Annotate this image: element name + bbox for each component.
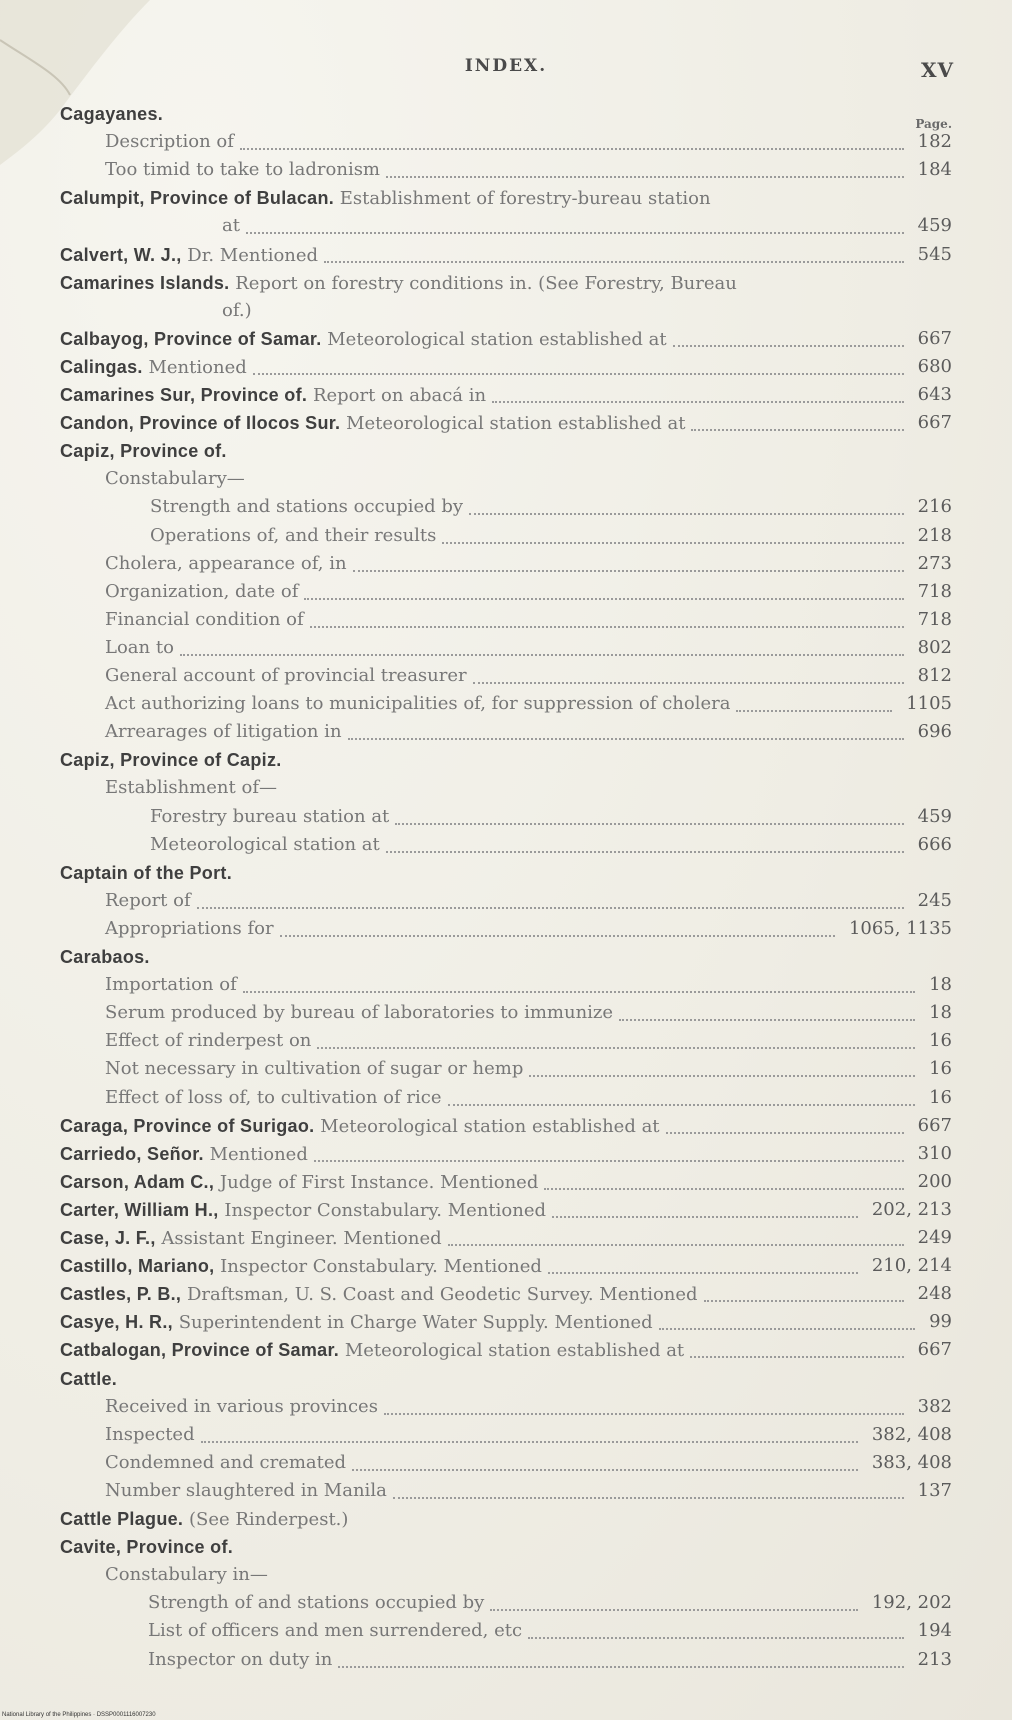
entry-description: (See Rinderpest.): [188, 1509, 349, 1530]
entry-description: Importation of: [105, 974, 237, 995]
entry-text: [60, 1308, 653, 1337]
index-heading-row: [0, 1112, 952, 1140]
entry-description: Arrearages of litigation in: [105, 721, 342, 742]
entry-description: Judge of First Instance. Mentioned: [219, 1172, 539, 1193]
index-entry-row: [0, 999, 952, 1027]
index-entry-row: [0, 1589, 952, 1617]
entry-description: Inspector on duty in: [148, 1649, 333, 1670]
entry-page: 696: [917, 721, 952, 742]
dot-leader: [348, 718, 904, 740]
dot-leader: [304, 578, 903, 600]
entry-page: 184: [917, 159, 952, 180]
entry-text: [105, 578, 298, 606]
entry-text: [60, 100, 163, 129]
entry-page: 680: [917, 356, 952, 377]
entry-description: Too timid to take to ladronism: [105, 159, 381, 180]
index-heading-row: [0, 269, 952, 297]
entry-heading: Capiz, Province of Capiz.: [60, 750, 282, 770]
entry-description: Cholera, appearance of, in: [105, 553, 347, 574]
entry-page: 273: [917, 553, 952, 574]
entry-heading: Carabaos.: [60, 947, 150, 967]
entry-description: of.): [222, 300, 252, 321]
entry-text: [105, 690, 730, 718]
entry-page: 718: [917, 581, 952, 602]
entry-heading: Cavite, Province of.: [60, 1537, 234, 1557]
entry-page: 18: [929, 974, 952, 995]
entry-text: [105, 606, 304, 634]
entry-description: Strength and stations occupied by: [150, 496, 464, 517]
index-heading-row: [0, 943, 952, 971]
entry-text: [105, 718, 342, 746]
dot-leader: [442, 522, 903, 544]
entry-heading: Carson, Adam C.,: [60, 1172, 215, 1192]
dot-leader: [448, 1224, 904, 1246]
index-entry-row: [0, 831, 952, 859]
index-heading-row: [0, 381, 952, 409]
entry-page: 248: [917, 1283, 952, 1304]
dot-leader: [492, 381, 904, 403]
dot-leader: [736, 690, 892, 712]
entry-text: [60, 1168, 538, 1197]
index-entry-row: [0, 550, 952, 578]
entry-heading: Castles, P. B.,: [60, 1284, 182, 1304]
entry-description: Constabulary—: [105, 468, 245, 489]
entry-description: Constabulary in—: [105, 1564, 268, 1585]
entry-description: Meteorological station at: [150, 834, 380, 855]
entry-heading: Captain of the Port.: [60, 863, 232, 883]
index-entry-row: [0, 606, 952, 634]
dot-leader: [386, 156, 904, 178]
entry-text: [150, 803, 389, 831]
index-entry-row: [0, 578, 952, 606]
index-heading-row: [0, 241, 952, 269]
entry-page: 16: [929, 1058, 952, 1079]
entry-description: Establishment of forestry-bureau station: [339, 188, 711, 209]
dot-leader: [704, 1280, 904, 1302]
page-number: XV: [920, 58, 954, 82]
entry-heading: Cagayanes.: [60, 104, 164, 124]
index-entry-row: [0, 1393, 952, 1421]
entry-text: [148, 1589, 484, 1617]
dot-leader: [619, 999, 915, 1021]
index-heading-row: [0, 1196, 952, 1224]
entry-page: 545: [917, 244, 952, 265]
entry-description: Inspected: [105, 1424, 195, 1445]
entry-description: Report on abacá in: [312, 385, 487, 406]
index-entry-row: [0, 1084, 952, 1112]
entry-page: 667: [917, 1339, 952, 1360]
entry-text: [60, 1280, 698, 1309]
index-entry-row: [0, 662, 952, 690]
entry-heading: Calvert, W. J.,: [60, 245, 182, 265]
entry-page: 667: [917, 1115, 952, 1136]
entry-page: 382: [917, 1396, 952, 1417]
entry-page: 667: [917, 328, 952, 349]
index-entry-row: [0, 1449, 952, 1477]
index-entry-row: [0, 915, 952, 943]
entry-text: [60, 381, 486, 410]
entry-description: Inspector Constabulary. Mentioned: [224, 1200, 547, 1221]
index-heading-row: [0, 409, 952, 437]
index-heading-row: [0, 1252, 952, 1280]
dot-leader: [314, 1140, 904, 1162]
entry-text: [222, 297, 252, 325]
entry-text: [105, 774, 277, 802]
dot-leader: [317, 1027, 915, 1049]
entry-heading: Calumpit, Province of Bulacan.: [60, 188, 335, 208]
entry-text: [150, 493, 463, 521]
entry-description: Meteorological station established at: [327, 329, 667, 350]
entry-text: [60, 859, 232, 888]
entry-description: Inspector Constabulary. Mentioned: [220, 1256, 542, 1277]
dot-leader: [544, 1168, 903, 1190]
entry-text: [105, 915, 274, 943]
entry-page: 218: [917, 525, 952, 546]
entry-description: Establishment of—: [105, 777, 277, 798]
entry-text: [60, 1196, 546, 1225]
entry-text: [105, 999, 613, 1027]
entry-description: Condemned and cremated: [105, 1452, 347, 1473]
index-heading-row: [0, 100, 952, 128]
entry-description: Superintendent in Charge Water Supply. Mentioned: [178, 1312, 653, 1333]
entry-text: [60, 437, 227, 466]
page-title: INDEX.: [464, 56, 548, 76]
index-entry-row: [0, 493, 952, 521]
entry-page: 718: [917, 609, 952, 630]
entry-text: [60, 746, 282, 775]
entry-text: [105, 156, 380, 184]
entry-text: [105, 634, 174, 662]
dot-leader: [310, 606, 904, 628]
entry-description: Meteorological station established at: [320, 1116, 660, 1137]
entry-page: 210, 214: [871, 1255, 952, 1276]
dot-leader: [352, 1449, 858, 1471]
entry-text: [105, 971, 237, 999]
entry-text: [60, 184, 711, 213]
entry-description: Meteorological station established at: [346, 413, 686, 434]
entry-text: [105, 1027, 311, 1055]
entry-page: 202, 213: [871, 1199, 952, 1220]
index-entry-row: [0, 718, 952, 746]
index-entry-row: [0, 297, 952, 325]
entry-description: Act authorizing loans to municipalities of, for suppression of cholera: [105, 693, 731, 714]
index-entry-row: [0, 522, 952, 550]
index-entry-row: [0, 971, 952, 999]
entry-page: 459: [917, 215, 952, 236]
entry-description: Mentioned: [148, 357, 247, 378]
index-heading-row: [0, 437, 952, 465]
entry-description: Financial condition of: [105, 609, 304, 630]
entry-text: [150, 831, 380, 859]
entry-heading: Catbalogan, Province of Samar.: [60, 1340, 340, 1360]
index-heading-row: [0, 184, 952, 212]
dot-leader: [666, 1112, 904, 1134]
entry-text: [105, 465, 245, 493]
entry-text: [105, 1477, 387, 1505]
entry-heading: Capiz, Province of.: [60, 441, 227, 461]
entry-text: [60, 325, 667, 354]
index-heading-row: [0, 1224, 952, 1252]
entry-description: Assistant Engineer. Mentioned: [161, 1228, 442, 1249]
entry-description: Effect of rinderpest on: [105, 1030, 312, 1051]
index-entry-row: [0, 1561, 952, 1589]
entry-heading: Carriedo, Señor.: [60, 1144, 204, 1164]
entry-page: 16: [929, 1030, 952, 1051]
dot-leader: [548, 1252, 858, 1274]
entry-description: Draftsman, U. S. Coast and Geodetic Survey. Mentioned: [186, 1284, 698, 1305]
entry-description: Appropriations for: [105, 918, 274, 939]
dot-leader: [197, 887, 904, 909]
entry-text: [148, 1646, 332, 1674]
dot-leader: [280, 915, 835, 937]
index-entry-row: [0, 128, 952, 156]
entry-description: Meteorological station established at: [344, 1340, 685, 1361]
scan-footer: National Library of the Philippines · DSSP0001116007230: [2, 1712, 156, 1718]
entry-description: Effect of loss of, to cultivation of rice: [105, 1087, 442, 1108]
entry-page: 383, 408: [871, 1452, 952, 1473]
dot-leader: [448, 1084, 916, 1106]
entry-page: 182: [917, 131, 952, 152]
entry-text: [60, 1533, 233, 1562]
entry-description: Not necessary in cultivation of sugar or hemp: [105, 1058, 524, 1079]
entry-text: [105, 1561, 268, 1589]
index-entry-row: [0, 690, 952, 718]
dot-leader: [338, 1646, 903, 1668]
entry-text: [105, 128, 234, 156]
entry-description: Description of: [105, 131, 234, 152]
entry-heading: Camarines Islands.: [60, 273, 230, 293]
entry-text: [60, 1505, 348, 1534]
index-entry-row: [0, 465, 952, 493]
entry-text: [105, 1421, 195, 1449]
entry-text: [60, 1140, 308, 1169]
index-entry-row: [0, 634, 952, 662]
entry-description: Strength of and stations occupied by: [148, 1592, 485, 1613]
entry-text: [148, 1617, 522, 1645]
entry-description: Dr. Mentioned: [187, 245, 319, 266]
index-heading-row: [0, 1168, 952, 1196]
entry-page: 18: [929, 1002, 952, 1023]
entry-description: Report on forestry conditions in. (See Forestry, Bureau: [235, 273, 737, 294]
entry-text: [60, 1224, 442, 1253]
entry-text: [60, 1365, 117, 1394]
dot-leader: [243, 971, 915, 993]
entry-text: [60, 1336, 684, 1365]
entry-description: Operations of, and their results: [150, 525, 437, 546]
entry-heading: Case, J. F.,: [60, 1228, 156, 1248]
dot-leader: [386, 831, 904, 853]
entry-heading: Castillo, Mariano,: [60, 1256, 215, 1276]
index-entry-row: [0, 1617, 952, 1645]
index-heading-row: [0, 325, 952, 353]
entry-page: 137: [917, 1480, 952, 1501]
entry-heading: Calingas.: [60, 357, 143, 377]
entry-text: [105, 1084, 442, 1112]
dot-leader: [240, 128, 904, 150]
entry-page: 382, 408: [871, 1424, 952, 1445]
entry-text: [150, 522, 436, 550]
entry-heading: Camarines Sur, Province of.: [60, 385, 308, 405]
dot-leader: [690, 1336, 903, 1358]
dot-leader: [353, 550, 904, 572]
entry-page: 192, 202: [871, 1592, 952, 1613]
dot-leader: [529, 1055, 915, 1077]
dot-leader: [490, 1589, 858, 1611]
entry-description: Received in various provinces: [105, 1396, 378, 1417]
index-heading-row: [0, 353, 952, 381]
entry-text: [60, 269, 737, 298]
entry-description: General account of provincial treasurer: [105, 665, 467, 686]
entry-text: [222, 212, 240, 240]
entry-page: 667: [917, 412, 952, 433]
entry-description: List of officers and men surrendered, etc: [148, 1620, 523, 1641]
entry-page: 1065, 1135: [848, 918, 952, 939]
page-column-label: Page.: [915, 117, 952, 131]
entry-description: Organization, date of: [105, 581, 299, 602]
entry-description: Mentioned: [209, 1144, 308, 1165]
dot-leader: [473, 662, 904, 684]
dot-leader: [552, 1196, 858, 1218]
entry-page: 643: [917, 384, 952, 405]
entry-description: Loan to: [105, 637, 174, 658]
index-entry-row: [0, 774, 952, 802]
dot-leader: [659, 1308, 915, 1330]
entry-heading: Calbayog, Province of Samar.: [60, 329, 322, 349]
entry-text: [60, 1112, 660, 1141]
entry-description: at: [222, 215, 240, 236]
entry-page: 213: [917, 1649, 952, 1670]
entry-page: 812: [917, 665, 952, 686]
entry-heading: Caraga, Province of Surigao.: [60, 1116, 315, 1136]
entry-text: [60, 353, 247, 382]
dot-leader: [201, 1421, 858, 1443]
index-entry-row: [0, 1646, 952, 1674]
index-heading-row: [0, 1365, 952, 1393]
index-entry-row: [0, 1477, 952, 1505]
entry-page: 16: [929, 1087, 952, 1108]
index-entry-row: [0, 1027, 952, 1055]
index-entry-row: [0, 1055, 952, 1083]
entry-text: [60, 409, 685, 438]
dot-leader: [393, 1477, 904, 1499]
index-heading-row: [0, 1533, 952, 1561]
entry-page: 802: [917, 637, 952, 658]
dot-leader: [691, 409, 903, 431]
entry-heading: Carter, William H.,: [60, 1200, 219, 1220]
entry-text: [105, 1055, 523, 1083]
dot-leader: [384, 1393, 904, 1415]
index-heading-row: [0, 1280, 952, 1308]
entry-page: 99: [929, 1311, 952, 1332]
index-entry-row: [0, 212, 952, 240]
entry-page: 1105: [906, 693, 952, 714]
entry-page: 310: [917, 1143, 952, 1164]
index-heading-row: [0, 859, 952, 887]
index-heading-row: [0, 746, 952, 774]
entry-description: Report of: [105, 890, 191, 911]
entry-text: [60, 943, 150, 972]
dot-leader: [528, 1617, 904, 1639]
entry-page: 249: [917, 1227, 952, 1248]
dot-leader: [246, 212, 904, 234]
entry-text: [105, 1393, 378, 1421]
entry-heading: Cattle Plague.: [60, 1509, 184, 1529]
entry-heading: Candon, Province of Ilocos Sur.: [60, 413, 341, 433]
index-heading-row: [0, 1140, 952, 1168]
entry-page: 666: [917, 834, 952, 855]
dot-leader: [324, 241, 904, 263]
entry-page: 245: [917, 890, 952, 911]
entry-text: [60, 1252, 542, 1281]
entry-page: 459: [917, 806, 952, 827]
index-heading-row: [0, 1505, 952, 1533]
entry-heading: Casye, H. R.,: [60, 1312, 173, 1332]
entry-text: [105, 662, 467, 690]
index-entry-row: [0, 156, 952, 184]
index-entry-row: [0, 887, 952, 915]
entry-text: [60, 241, 318, 270]
index-heading-row: [0, 1336, 952, 1364]
index-entry-row: [0, 1421, 952, 1449]
index-heading-row: [0, 1308, 952, 1336]
entry-description: Forestry bureau station at: [150, 806, 390, 827]
entry-page: 216: [917, 496, 952, 517]
entry-description: Number slaughtered in Manila: [105, 1480, 387, 1501]
dot-leader: [395, 803, 903, 825]
index-entry-row: [0, 803, 952, 831]
entry-page: 200: [917, 1171, 952, 1192]
dot-leader: [180, 634, 904, 656]
dot-leader: [253, 353, 904, 375]
entry-description: Serum produced by bureau of laboratories to immunize: [105, 1002, 614, 1023]
dot-leader: [673, 325, 904, 347]
entry-heading: Cattle.: [60, 1369, 118, 1389]
entry-text: [105, 887, 191, 915]
entry-text: [105, 550, 347, 578]
entry-page: 194: [917, 1620, 952, 1641]
entry-text: [105, 1449, 346, 1477]
dot-leader: [469, 493, 904, 515]
